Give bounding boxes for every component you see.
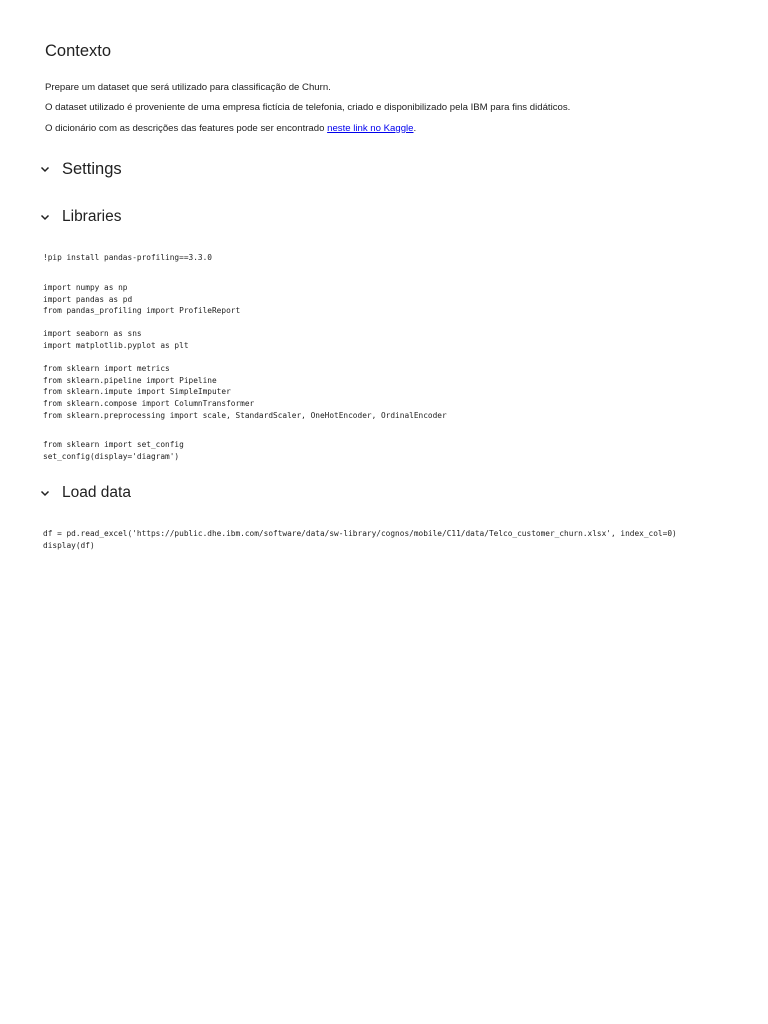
context-heading: Contexto <box>45 42 112 60</box>
section-settings-title: Settings <box>62 159 122 178</box>
section-libraries-title: Libraries <box>62 208 122 225</box>
section-load-data-title: Load data <box>62 484 131 501</box>
context-paragraph-3-suffix: . <box>413 123 417 134</box>
chevron-down-icon[interactable] <box>38 210 52 224</box>
chevron-down-icon[interactable] <box>38 486 52 500</box>
kaggle-link[interactable]: neste link no Kaggle <box>327 123 414 134</box>
section-load-data-header[interactable] <box>38 482 131 504</box>
context-paragraph-1: Prepare um dataset que será utilizado para classificação de Churn. <box>45 82 331 93</box>
context-paragraph-3-prefix: O dicionário com as descrições das features pode ser encontrado <box>45 123 328 134</box>
code-cell-pip-install[interactable]: !pip install pandas-profiling==3.3.0 <box>43 253 212 262</box>
chevron-down-icon[interactable] <box>38 162 52 176</box>
code-cell-set-config[interactable]: from sklearn import set_config set_config(display='diagram') <box>43 440 184 461</box>
code-cell-imports[interactable]: import numpy as np import pandas as pd from pandas_profiling import ProfileReport import seaborn as sns import matplotlib.pyplot as plt from sklearn import metrics from sklearn.pipeline import Pipeline from sklearn.impute import SimpleImputer from sklearn.compose import ColumnTransformer from sklearn.preprocessing import scale, StandardScaler, OneHotEncoder, OrdinalEncoder <box>43 283 447 420</box>
context-paragraph-2: O dataset utilizado é proveniente de uma empresa fictícia de telefonia, criado e disponibilizado pela IBM para fins didáticos. <box>45 102 571 113</box>
context-paragraph-3 <box>45 123 416 134</box>
code-cell-load-data[interactable]: df = pd.read_excel('https://public.dhe.ibm.com/software/data/sw-library/cognos/mobile/C11/data/Telco_customer_churn.xlsx', index_col=0) display(df) <box>43 529 677 550</box>
section-libraries-header[interactable] <box>38 206 121 228</box>
section-settings-header[interactable] <box>38 158 122 180</box>
